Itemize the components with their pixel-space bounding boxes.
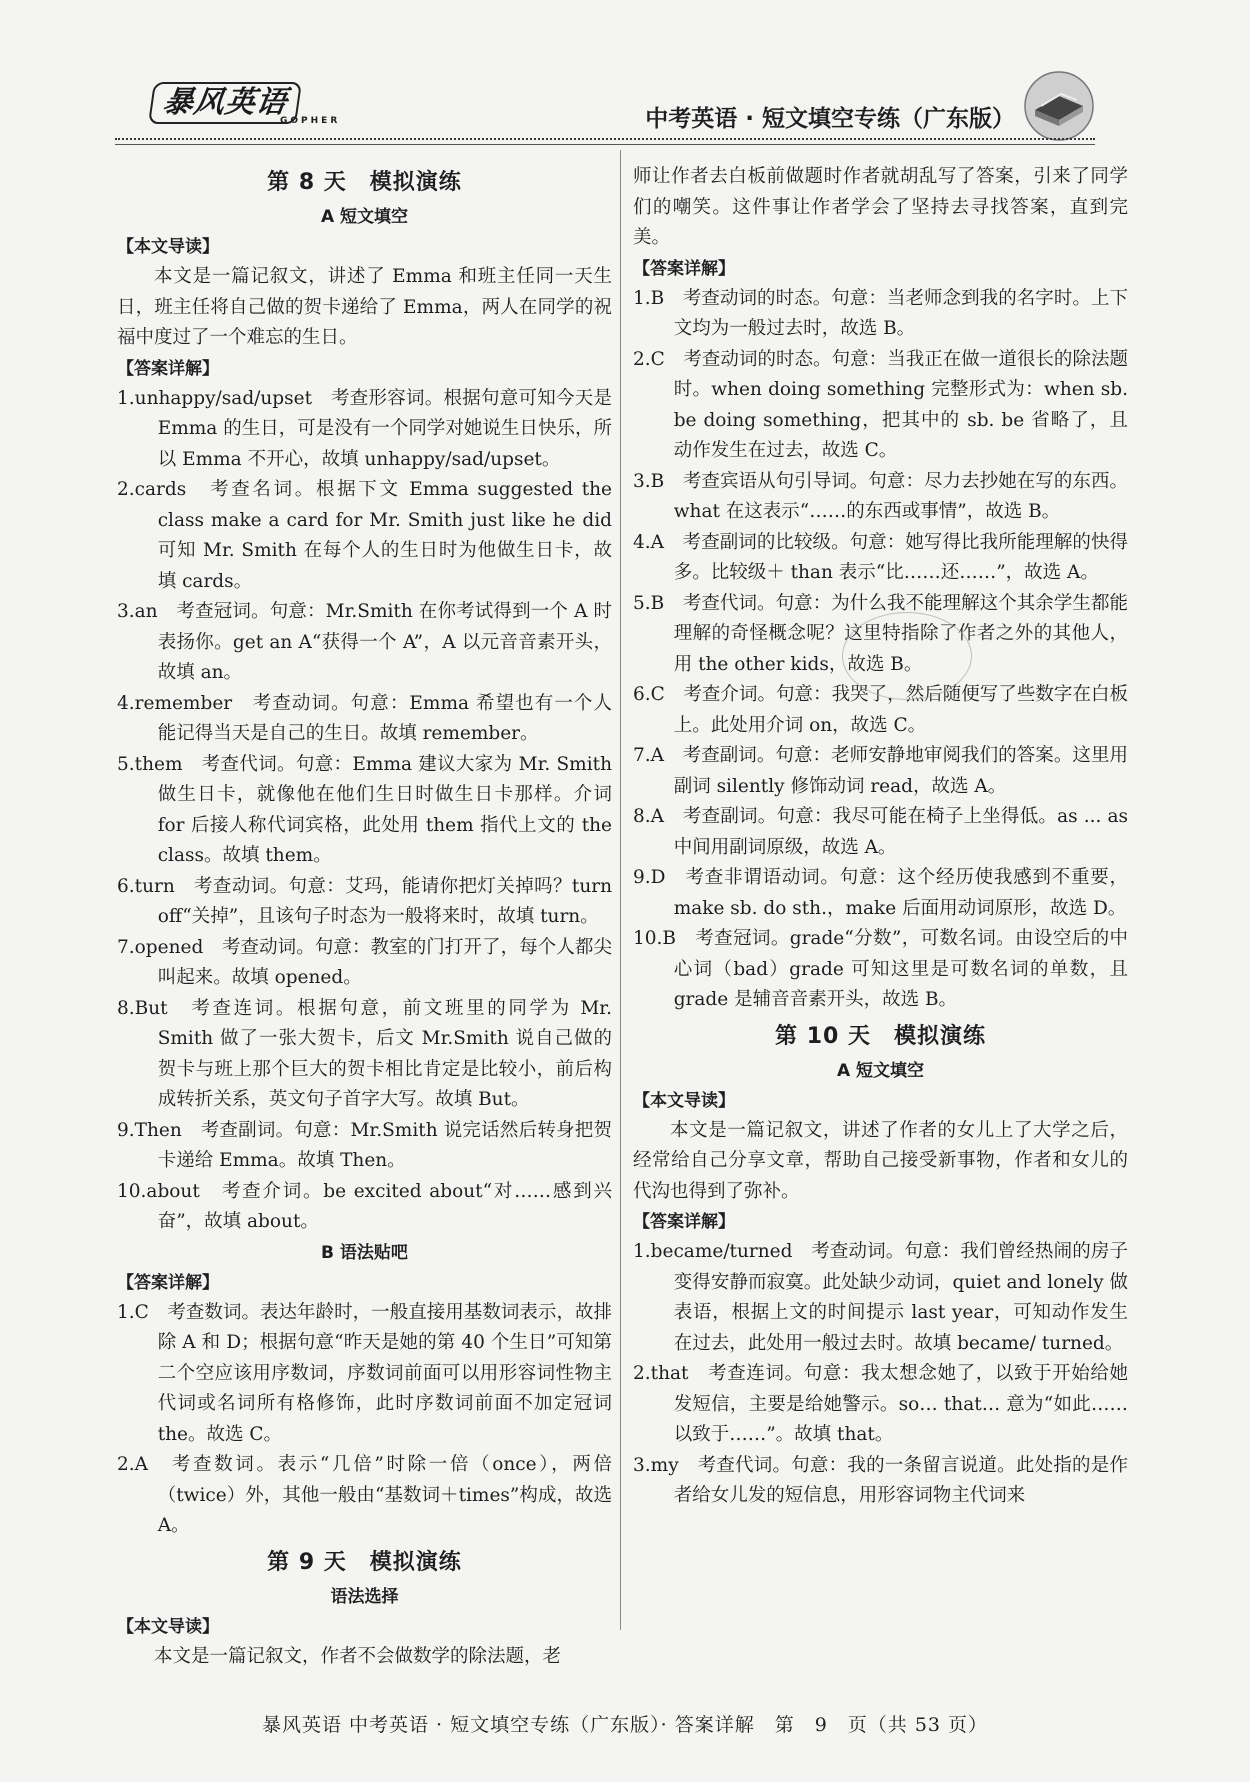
day10-subtitle: A 短文填空: [836, 1060, 925, 1081]
header-rule: [115, 138, 1095, 145]
right-column: [633, 162, 1128, 1512]
day10-intro-label: 【本文导读】: [633, 1090, 735, 1111]
answer-item: 1.unhappy/sad/upset 考查形容词。根据句意可知今天是 Emma 的生日，可是没有一个同学对她说生日快乐，所以 Emma 不开心，故填 unhappy/sad/upset。: [117, 387, 612, 470]
answer-item: 3.B 考查宾语从句引导词。句意：尽力去抄她在写的东西。what 在这表示“……的东西或事情”，故选 B。: [633, 470, 1128, 522]
answer-item: 1.B 考查动词的时态。句意：当老师念到我的名字时。上下文均为一般过去时，故选 B。: [633, 287, 1128, 339]
page-footer: 暴风英语 中考英语 · 短文填空专练（广东版）· 答案详解 第 9 页（共 53 页）: [261, 1714, 989, 1736]
brand-logo: 暴风英语: [148, 82, 302, 124]
day9-intro-text: 本文是一篇记叙文，作者不会做数学的除法题，老: [154, 1645, 562, 1667]
answer-item: 4.A 考查副词的比较级。句意：她写得比我所能理解的快得多。比较级＋ than 表示“比……还……”，故选 A。: [633, 531, 1128, 583]
intro-text: 本文是一篇记叙文，讲述了 Emma 和班主任同一天生日，班主任将自己做的贺卡递给了 Emma，两人在同学的祝福中度过了一个难忘的生日。: [117, 266, 612, 348]
day9-subtitle: 语法选择: [330, 1586, 399, 1607]
day10-title: 第 10 天 模拟演练: [775, 1023, 986, 1049]
answer-item: 10.B 考查冠词。grade“分数”，可数名词。由设空后的中心词（bad）grade 可知这里是可数名词的单数，且 grade 是辅音音素开头，故选 B。: [633, 928, 1128, 1010]
answer-item: 9.D 考查非谓语动词。句意：这个经历使我感到不重要，make sb. do sth.，make 后面用动词原形，故选 D。: [633, 867, 1128, 919]
section-a-title: A 短文填空: [320, 207, 409, 227]
answers-label: 【答案详解】: [117, 358, 219, 379]
day10-intro-text: 本文是一篇记叙文，讲述了作者的女儿上了大学之后，经常给自己分享文章，帮助自己接受新事物，作者和女儿的代沟也得到了弥补。: [633, 1119, 1128, 1202]
column-divider: [620, 150, 621, 1630]
day9-title: 第 9 天 模拟演练: [267, 1549, 462, 1575]
intro-label: 【本文导读】: [117, 237, 219, 257]
book-icon: [1023, 70, 1095, 142]
answers-b-label: 【答案详解】: [117, 1272, 219, 1293]
answer-item: 1.C 考查数词。表达年龄时，一般直接用基数词表示，故排除 A 和 D；根据句意“昨天是她的第 40 个生日”可知第二个空应该用序数词，序数词前面可以用形容词性物主代词或名词所有格修饰，此时序数词前面不加定冠词 the。故选 C。: [117, 1301, 612, 1445]
stamp-mark: [842, 612, 972, 700]
header-title: 中考英语 · 短文填空专练（广东版）: [645, 106, 1015, 132]
answer-item: 2.A 考查数词。表示“几倍”时除一倍（once），两倍（twice）外，其他一般由“基数词＋times”构成，故选 A。: [117, 1454, 612, 1536]
day8-title: 第 8 天 模拟演练: [267, 170, 462, 195]
day9-intro-label: 【本文导读】: [117, 1616, 219, 1637]
answer-item: 5.them 考查代词。句意：Emma 建议大家为 Mr. Smith 做生日卡，就像他在他们生日时做生日卡那样。介词 for 后接人称代词宾格，此处用 them 指代上文的 the class。故填 them。: [117, 753, 612, 866]
answer-item: 7.opened 考查动词。句意：教室的门打开了，每个人都尖叫起来。故填 opened。: [117, 936, 612, 988]
answer-item: 2.C 考查动词的时态。句意：当我正在做一道很长的除法题时。when doing something 完整形式为：when sb. be doing something，把其中的 sb. be 省略了，且动作发生在过去，故选 C。: [633, 348, 1128, 461]
answer-item: 8.A 考查副词。句意：我尽可能在椅子上坐得低。as ... as 中间用副词原级，故选 A。: [633, 806, 1128, 858]
brand-logo-sub: GOPHER: [280, 116, 341, 126]
answer-item: 1.became/turned 考查动词。句意：我们曾经热闹的房子变得安静而寂寞。此处缺少动词，quiet and lonely 做表语，根据上文的时间提示 last year，可知动作发生在过去，此处用一般过去时。故填 became/ turned。: [633, 1241, 1128, 1354]
answer-item: 6.turn 考查动词。句意：艾玛，能请你把灯关掉吗？turn off“关掉”，且该句子时态为一般将来时，故填 turn。: [117, 875, 612, 927]
answer-item: 3.my 考查代词。句意：我的一条留言说道。此处指的是作者给女儿发的短信息，用形容词物主代词来: [633, 1454, 1128, 1506]
answer-item: 9.Then 考查副词。句意：Mr.Smith 说完话然后转身把贺卡递给 Emma。故填 Then。: [117, 1119, 612, 1171]
answer-item: 4.remember 考查动词。句意：Emma 希望也有一个人能记得当天是自己的生日。故填 remember。: [117, 692, 612, 744]
answers-label: 【答案详解】: [633, 258, 735, 279]
answer-item: 6.C 考查介词。句意：我哭了，然后随便写了些数字在白板上。此处用介词 on，故选 C。: [633, 684, 1128, 736]
section-b-title: B 语法贴吧: [321, 1242, 408, 1263]
answer-item: 5.B 考查代词。句意：为什么我不能理解这个其余学生都能理解的奇怪概念呢？这里特指除了作者之外的其他人，用 the other kids，故选 B。: [633, 592, 1128, 675]
answer-item: 8.But 考查连词。根据句意，前文班里的同学为 Mr. Smith 做了一张大贺卡，后文 Mr.Smith 说自己做的贺卡与班上那个巨大的贺卡相比肯定是比较小，前后构成转折关系，英文句子首字大写。故填 But。: [117, 997, 612, 1110]
day9-intro-continued: 师让作者去白板前做题时作者就胡乱写了答案，引来了同学们的嘲笑。这件事让作者学会了坚持去寻找答案，直到完美。: [633, 166, 1128, 248]
answer-item: 2.cards 考查名词。根据下文 Emma suggested the class make a card for Mr. Smith just like he did 可知 Mr. Smith 在每个人的生日时为他做生日卡，故填 cards。: [117, 479, 612, 592]
answer-item: 10.about 考查介词。be excited about“对……感到兴奋”，故填 about。: [117, 1180, 612, 1232]
answer-item: 2.that 考查连词。句意：我太想念她了，以致于开始给她发短信，主要是给她警示。so… that… 意为“如此……以致于……”。故填 that。: [633, 1363, 1128, 1445]
answer-item: 3.an 考查冠词。句意：Mr.Smith 在你考试得到一个 A 时表扬你。get an A“获得一个 A”，A 以元音音素开头，故填 an。: [117, 601, 612, 683]
left-column: [117, 162, 612, 1672]
day10-answers-label: 【答案详解】: [633, 1212, 735, 1232]
answer-item: 7.A 考查副词。句意：老师安静地审阅我们的答案。这里用副词 silently 修饰动词 read，故选 A。: [633, 745, 1128, 797]
page-header: [115, 70, 1095, 140]
